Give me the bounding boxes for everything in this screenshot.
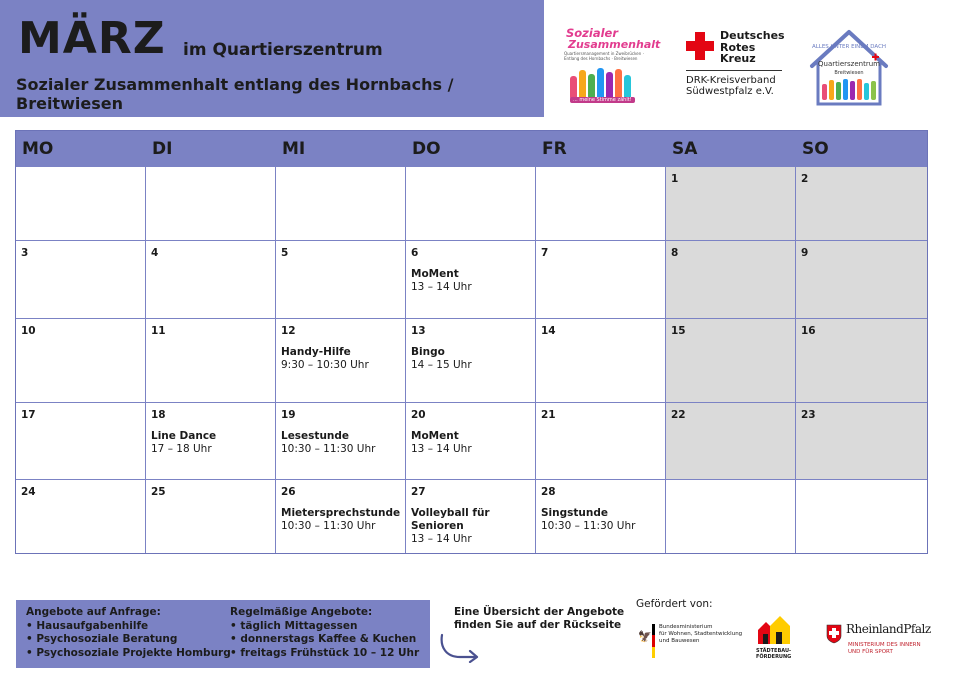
calendar-day-cell: [146, 318, 276, 402]
calendar-week-row: [16, 240, 927, 318]
on-request-title: Angebote auf Anfrage:: [26, 606, 161, 618]
sz-logo-line2: Zusammenhalt: [568, 38, 661, 51]
calendar-day-cell: [666, 240, 796, 318]
calendar-day-cell: [276, 240, 406, 318]
day-number: 5: [281, 247, 289, 259]
houses-icon: [756, 614, 794, 646]
calendar-day-cell: [16, 479, 146, 553]
location-label: im Quartierszentrum: [183, 40, 383, 60]
weekday-header: [16, 131, 927, 166]
on-request-list: [26, 606, 231, 660]
calendar-day-cell: [406, 479, 536, 553]
calendar-day-cell: [666, 166, 796, 240]
calendar-day-cell: [276, 166, 406, 240]
event-title: Bingo: [411, 346, 445, 358]
calendar-day-cell: [796, 318, 927, 402]
on-request-item: • Psychosoziale Projekte Homburg: [26, 646, 231, 659]
day-number: 26: [281, 486, 296, 498]
day-number: 20: [411, 409, 426, 421]
calendar-body: [16, 166, 927, 553]
calendar-day-cell: [406, 166, 536, 240]
event-time: 13 – 14 Uhr: [411, 281, 472, 293]
event-title: Lesestunde: [281, 430, 350, 442]
calendar-day-cell: [796, 402, 927, 479]
drk-logo: [686, 30, 786, 104]
calendar-day-cell: [796, 479, 927, 553]
sz-logo-line3: Quartiersmanagement in Zweibrücken · Entlang des Hornbachs · Breitwiesen: [564, 51, 644, 61]
day-number: 18: [151, 409, 166, 421]
rheinland-pfalz-logo: [826, 622, 931, 662]
staedtebaufoerderung-logo: [756, 614, 794, 664]
event-time: 10:30 – 11:30 Uhr: [281, 520, 376, 532]
day-number: 13: [411, 325, 426, 337]
day-number: 7: [541, 247, 549, 259]
weekday-sa: SA: [672, 139, 698, 159]
event-title: Line Dance: [151, 430, 217, 442]
calendar-day-cell: [276, 479, 406, 553]
weekday-mi: MI: [282, 139, 306, 159]
calendar-day-cell: [276, 318, 406, 402]
calendar-week-row: [16, 318, 927, 402]
event-title: MoMent: [411, 268, 459, 280]
drk-name: Deutsches Rotes Kreuz: [720, 29, 785, 65]
on-request-item: • Hausaufgabenhilfe: [26, 619, 149, 632]
calendar-day-cell: [16, 318, 146, 402]
day-number: 9: [801, 247, 809, 259]
calendar-day-cell: [536, 479, 666, 553]
calendar-day-cell: [666, 479, 796, 553]
header-band: [0, 0, 544, 117]
funded-by-label: Gefördert von:: [636, 598, 713, 610]
german-flag-icon: [652, 624, 655, 658]
day-number: 12: [281, 325, 296, 337]
event-time: 9:30 – 10:30 Uhr: [281, 359, 369, 371]
day-number: 28: [541, 486, 556, 498]
weekday-fr: FR: [542, 139, 567, 159]
federal-eagle-icon: 🦅: [638, 630, 652, 643]
day-number: 6: [411, 247, 419, 259]
event-title: Volleyball für Senioren: [411, 507, 490, 532]
event-time: 14 – 15 Uhr: [411, 359, 472, 371]
regular-item: • freitags Frühstück 10 – 12 Uhr: [230, 646, 420, 659]
qz-arc-text: ALLES UNTER EINEM DACH: [811, 44, 887, 50]
event-title: MoMent: [411, 430, 459, 442]
calendar-day-cell: [276, 402, 406, 479]
calendar-day-cell: [16, 240, 146, 318]
day-number: 27: [411, 486, 426, 498]
day-number: 3: [21, 247, 29, 259]
day-number: 11: [151, 325, 166, 337]
regular-item: • donnerstags Kaffee & Kuchen: [230, 633, 417, 645]
event-time: 17 – 18 Uhr: [151, 443, 212, 455]
event-title: Mietersprechstunde: [281, 507, 401, 519]
calendar-day-cell: [536, 166, 666, 240]
quartierszentrum-logo: [806, 24, 892, 116]
calendar-day-cell: [796, 240, 927, 318]
day-number: 1: [671, 173, 679, 185]
calendar-day-cell: [16, 166, 146, 240]
event-time: 10:30 – 11:30 Uhr: [281, 443, 376, 455]
event-time: 13 – 14 Uhr: [411, 443, 472, 455]
day-number: 19: [281, 409, 296, 421]
day-number: 25: [151, 486, 166, 498]
weekday-mo: MO: [22, 139, 54, 159]
federal-ministry-name: Bundesministerium für Wohnen, Stadtentwicklung und Bauwesen: [659, 624, 743, 644]
calendar-day-cell: [146, 166, 276, 240]
day-number: 22: [671, 409, 686, 421]
offers-box: [16, 600, 430, 668]
day-number: 16: [801, 325, 816, 337]
event-time: 13 – 14 Uhr: [411, 533, 472, 545]
regular-offers-list: [230, 606, 419, 660]
calendar-week-row: [16, 479, 927, 553]
calendar-day-cell: [666, 318, 796, 402]
qz-sub: Breitwiesen: [834, 70, 864, 76]
federal-ministry-logo: [638, 620, 742, 660]
calendar-day-cell: [16, 402, 146, 479]
staedtebau-text: STÄDTEBAU- FÖRDERUNG: [756, 648, 792, 660]
calendar-day-cell: [146, 479, 276, 553]
day-number: 2: [801, 173, 809, 185]
day-number: 15: [671, 325, 686, 337]
calendar-day-cell: [666, 402, 796, 479]
weekday-do: DO: [412, 139, 441, 159]
calendar-day-cell: [146, 240, 276, 318]
calendar-day-cell: [406, 318, 536, 402]
month-title: MÄRZ: [18, 13, 166, 64]
crest-icon: [826, 624, 842, 644]
weekday-so: SO: [802, 139, 829, 159]
day-number: 10: [21, 325, 36, 337]
on-request-item: • Psychosoziale Beratung: [26, 633, 178, 645]
red-cross-icon: [686, 32, 714, 60]
calendar-day-cell: [536, 240, 666, 318]
day-number: 14: [541, 325, 556, 337]
calendar-week-row: [16, 166, 927, 240]
curved-arrow-icon: [438, 633, 482, 663]
sozialer-zusammenhalt-logo: [560, 26, 661, 110]
rlp-ministry: MINISTERIUM DES INNERN UND FÜR SPORT: [848, 642, 921, 655]
calendar-week-row: [16, 402, 927, 479]
project-subtitle: Sozialer Zusammenhalt entlang des Hornbachs / Breitwiesen: [16, 75, 454, 113]
weekday-di: DI: [152, 139, 173, 159]
calendar-day-cell: [536, 402, 666, 479]
regular-item: • täglich Mittagessen: [230, 619, 358, 632]
month-calendar: [15, 130, 928, 554]
qz-name: Quartierszentrum: [818, 60, 880, 68]
overview-note: Eine Übersicht der Angebote finden Sie auf der Rückseite: [454, 606, 625, 631]
day-number: 21: [541, 409, 556, 421]
drk-subtitle: DRK-Kreisverband Südwestpfalz e.V.: [686, 75, 776, 97]
day-number: 23: [801, 409, 816, 421]
rlp-name: RheinlandPfalz: [846, 622, 931, 636]
event-time: 10:30 – 11:30 Uhr: [541, 520, 636, 532]
sz-logo-slogan: ... meine Stimme zählt!: [570, 97, 635, 103]
calendar-day-cell: [406, 240, 536, 318]
calendar-day-cell: [536, 318, 666, 402]
drk-divider: [686, 70, 782, 71]
regular-title: Regelmäßige Angebote:: [230, 606, 373, 618]
day-number: 24: [21, 486, 36, 498]
event-title: Singstunde: [541, 507, 609, 519]
day-number: 17: [21, 409, 36, 421]
calendar-day-cell: [146, 402, 276, 479]
sz-logo-line1: Sozialer: [566, 26, 618, 40]
calendar-day-cell: [406, 402, 536, 479]
day-number: 8: [671, 247, 679, 259]
calendar-day-cell: [796, 166, 927, 240]
event-title: Handy-Hilfe: [281, 346, 351, 358]
day-number: 4: [151, 247, 159, 259]
